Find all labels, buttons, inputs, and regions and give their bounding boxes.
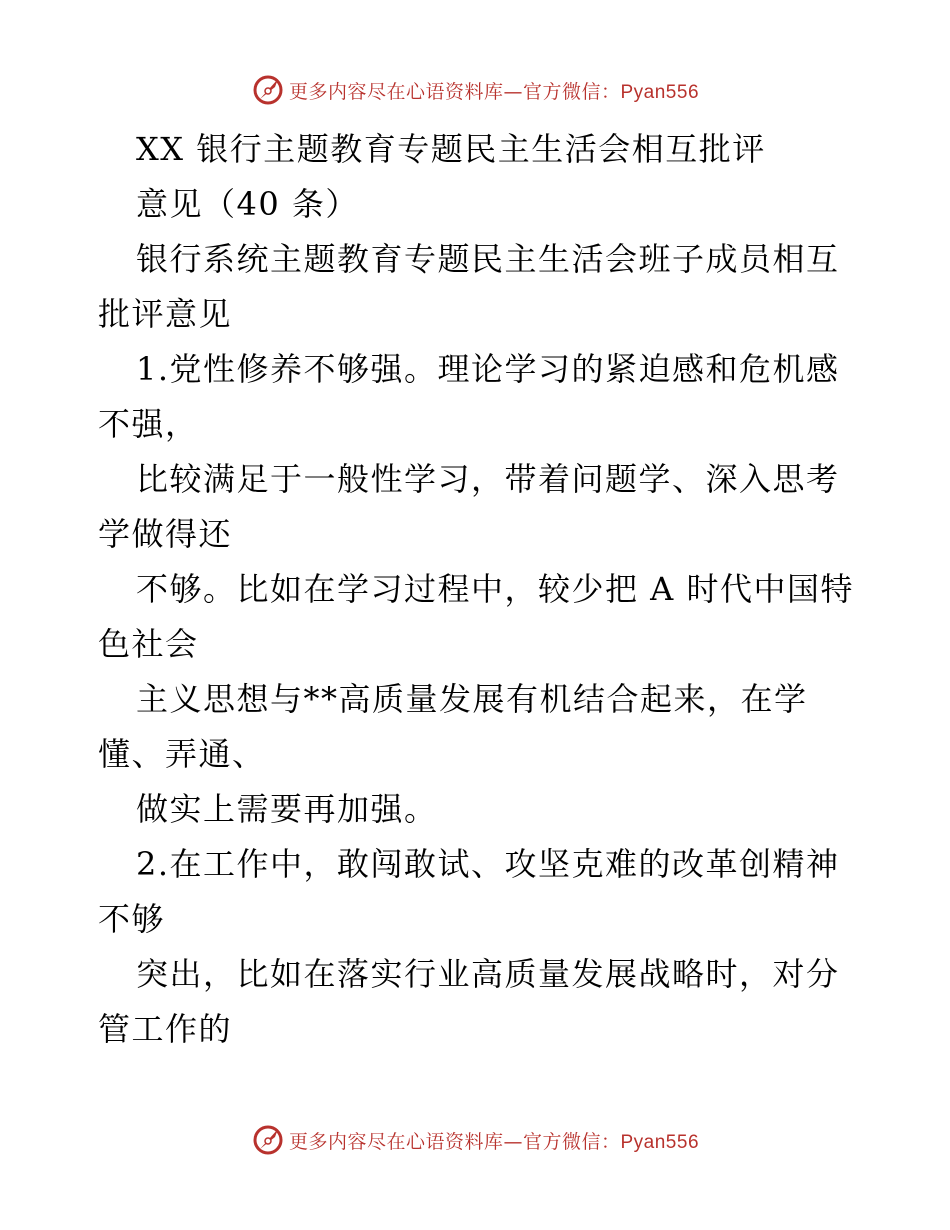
document-title-line-2: 意见（40 条）: [136, 185, 359, 223]
paragraph: 1.党性修养不够强。理论学习的紧迫感和危机感不强，: [98, 350, 840, 443]
paragraph: 银行系统主题教育专题民主生活会班子成员相互批评意见: [98, 240, 840, 333]
paragraph: 2.在工作中，敢闯敢试、攻坚克难的改革创精神不够: [98, 845, 840, 938]
paragraph: 不够。比如在学习过程中，较少把 A 时代中国特色社会: [98, 570, 854, 663]
quill-logo-icon: [251, 1123, 285, 1157]
quill-logo-icon: [251, 73, 285, 107]
paragraph: 比较满足于一般性学习，带着问题学、深入思考学做得还: [98, 460, 840, 553]
watermark-text: 更多内容尽在心语资料库—官方微信：Pyan556: [288, 1130, 700, 1153]
paragraph: 做实上需要再加强。: [136, 790, 438, 828]
watermark-text: 更多内容尽在心语资料库—官方微信：Pyan556: [288, 80, 700, 103]
watermark-handle: Pyan556: [620, 1131, 700, 1153]
paragraph: 主义思想与**高质量发展有机结合起来，在学懂、弄通、: [98, 680, 808, 773]
header-watermark: [0, 68, 950, 112]
document-title-line-1: XX 银行主题教育专题民主生活会相互批评: [136, 130, 766, 168]
document-body: [98, 122, 858, 1057]
footer-watermark: [0, 1118, 950, 1162]
paragraph: 突出，比如在落实行业高质量发展战略时，对分管工作的: [98, 955, 840, 1048]
watermark-handle: Pyan556: [620, 81, 700, 103]
